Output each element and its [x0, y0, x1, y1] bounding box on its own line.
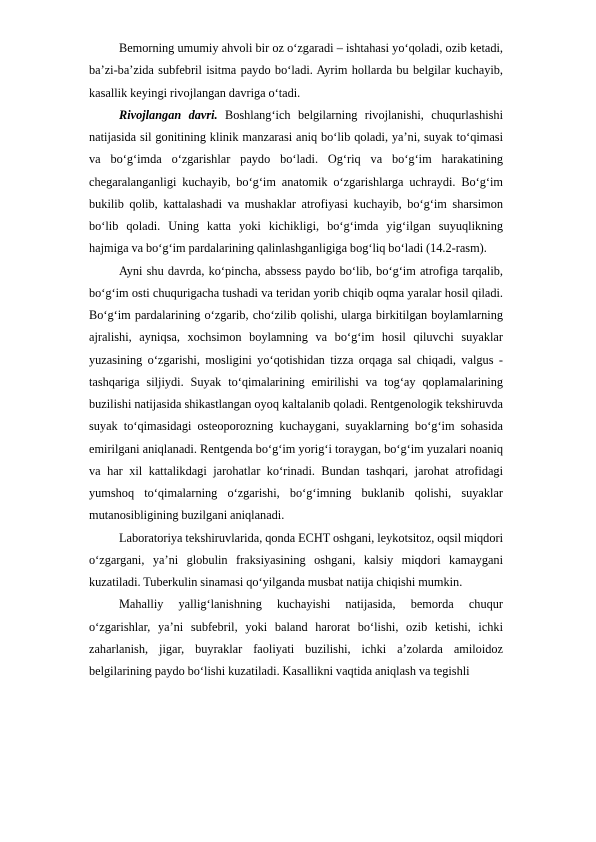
paragraph-text: Laboratoriya tekshiruvlarida, qonda ECHT oshgani, leykotsitoz, oqsil miqdori o‘zgargani, ya’ni globulin fraksiyasining oshgani, kalsiy miqdori kamaygani kuzatiladi. Tuberkulin sinamasi qo‘yilganda musbat natija chiqishi mumkin. — [89, 530, 503, 589]
paragraph-local-inflammation — [89, 593, 503, 682]
paragraph-text: Boshlang‘ich belgilarning rivojlanishi, chuqurlashishi natijasida sil gonitining klinik manzarasi aniq bo‘lib qoladi, ya’ni, suyak to‘qimasi va bo‘g‘imda o‘zgarishlar paydo bo‘ladi. Og‘riq va bo‘g‘im harakatining chegaralanganligi kuchayib, bo‘g‘im anatomik o‘zgarishlarga uchraydi. Bo‘g‘im bukilib qolib, kattalashadi va mushaklar atrofiyasi kuchayib, bo‘g‘im sharsimon bo‘lib qoladi. Uning katta yoki kichikligi, bo‘g‘imda yig‘ilgan suyuqlikning hajmiga va bo‘g‘im pardalarining qalinlashganligiga bog‘liq bo‘ladi (14.2-rasm). — [89, 107, 503, 256]
paragraph-text: Ayni shu davrda, ko‘pincha, abssess paydo bo‘lib, bo‘g‘im atrofiga tarqalib, bo‘g‘im osti chuqurigacha tushadi va teridan yorib chiqib oqma yaralar hosil qiladi. Bo‘g‘im pardalarining o‘zgarib, cho‘zilib qolishi, ularga birkitilgan boylamlarning ajralishi, ayniqsa, xochsimon boylamning va bo‘g‘im hosil qiluvchi suyaklar yuzasining o‘zgarishi, mosligini yo‘qotishidan tizza orqaga sal chiqadi, valgus - tashqariga siljiydi. Suyak to‘qimalarining emirilishi va tog‘ay qoplamalarining buzilishi natijasida shikastlangan oyoq kaltalanib qoladi. Rentgenologik tekshiruvda suyak to‘qimasidagi osteoporozning kuchaygani, suyaklarning bo‘g‘im sohasida emirilgani aniqlanadi. Rentgenda bo‘g‘im yorig‘i toraygan, bo‘g‘im yuzalari noaniq va har xil kattalikdagi jarohatlar ko‘rinadi. Bundan tashqari, jarohat atrofidagi yumshoq to‘qimalarning o‘zgarishi, bo‘g‘imning buklanib qolishi, suyaklar mutanosibligining buzilgani aniqlanadi. — [89, 263, 503, 523]
paragraph-general-condition — [89, 37, 503, 104]
paragraph-text: Bemorning umumiy ahvoli bir oz o‘zgaradi – ishtahasi yo‘qoladi, ozib ketadi, ba’zi-ba’zida subfebril isitma paydo bo‘ladi. Ayrim hollarda bu belgilar kuchayib, kasallik keyingi rivojlangan davriga o‘tadi. — [89, 41, 503, 100]
document-page — [89, 37, 503, 682]
paragraph-text: Mahalliy yallig‘lanishning kuchayishi natijasida, bemorda chuqur o‘zgarishlar, ya’ni subfebril, yoki baland harorat bo‘lishi, ozib ketishi, ichki zaharlanish, jigar, buyraklar faoliyati buzilishi, ichki a’zolarda amiloidoz belgilarining paydo bo‘lishi kuzatiladi. Kasallikni vaqtida aniqlash va tegishli — [89, 597, 503, 678]
section-lead-heading: Rivojlangan davri. — [119, 107, 218, 122]
paragraph-laboratory — [89, 527, 503, 594]
paragraph-abscess — [89, 260, 503, 527]
paragraph-developed-period — [89, 104, 503, 260]
